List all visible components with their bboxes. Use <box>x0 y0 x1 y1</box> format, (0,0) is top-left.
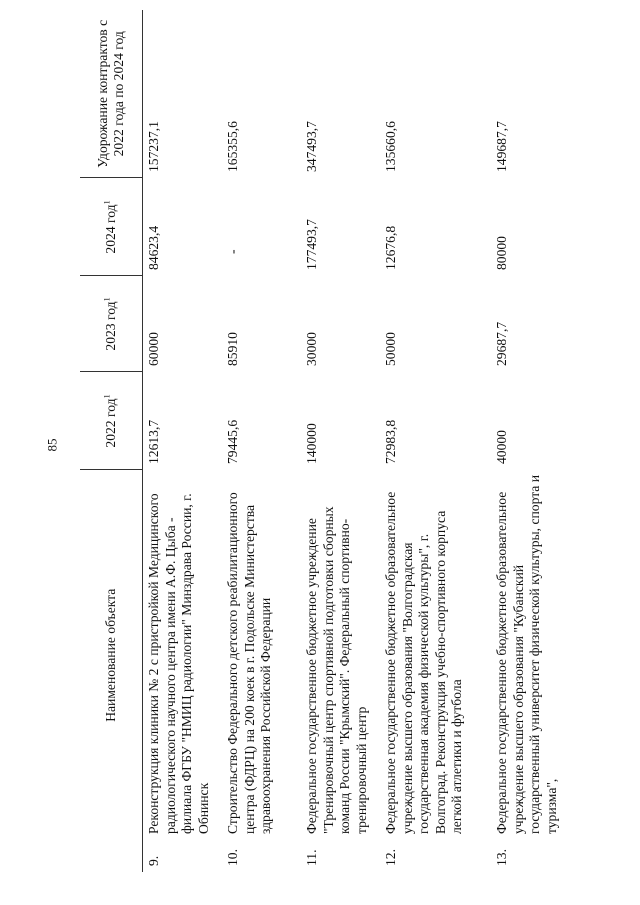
value-2023: 60000 <box>146 332 161 366</box>
value-2023: 50000 <box>383 332 398 366</box>
table-header-row <box>80 10 143 872</box>
value-2024: - <box>225 249 240 254</box>
value-2022: 40000 <box>494 430 509 464</box>
value-2023: 29687,7 <box>494 321 509 366</box>
value-2023: 85910 <box>225 332 240 366</box>
row-number: 9. <box>146 855 161 866</box>
rotated-table-container <box>80 10 640 872</box>
row-number: 10. <box>225 849 240 866</box>
value-2024: 12676,8 <box>383 225 398 270</box>
value-2022: 12613,7 <box>146 419 161 464</box>
value-increase: 165355,6 <box>225 121 240 172</box>
header-2024: 2024 год$^1$ <box>80 178 143 276</box>
value-increase: 149687,7 <box>494 121 509 172</box>
table-row <box>301 10 380 872</box>
table-row <box>222 10 301 872</box>
page-number: 85 <box>44 438 59 452</box>
value-2024: 80000 <box>494 236 509 270</box>
header-cost-increase: Удорожание контрактов с 2022 года по 2024 год <box>80 10 143 178</box>
row-number: 12. <box>383 849 398 866</box>
object-name: Федеральное государственное бюджетное образовательное учреждение высшего образования "Волгоградская государственная академия физической культуры", г. Волгоград. Реконструкция учебно-спортивного корпуса легкой атлетики и футбола <box>383 491 464 834</box>
row-number: 11. <box>304 849 319 866</box>
value-increase: 135660,6 <box>383 121 398 172</box>
value-2024: 84623,4 <box>146 225 161 270</box>
value-2022: 72983,8 <box>383 419 398 464</box>
table-row <box>491 10 588 872</box>
header-name: Наименование объекта <box>80 470 143 840</box>
value-2023: 30000 <box>304 332 319 366</box>
value-2022: 79445,6 <box>225 419 240 464</box>
row-number: 13. <box>494 849 509 866</box>
table-row <box>380 10 491 872</box>
objects-cost-table <box>80 10 588 872</box>
table-row <box>143 10 223 872</box>
header-2022: 2022 год$^1$ <box>80 372 143 470</box>
value-2022: 140000 <box>304 423 319 464</box>
value-2024: 177493,7 <box>304 219 319 270</box>
object-name: Реконструкция клиники № 2 с пристройкой Медицинского радиологического научного центра имени А.Ф. Цыба - филиала ФГБУ "НМИЦ радиологии" Минздрава России, г. Обнинск <box>146 493 211 834</box>
object-name: Строительство Федерального детского реабилитационного центра (ФДРЦ) на 200 коек в г. Подольске Министерства здравоохранения Российской Федерации <box>225 492 273 834</box>
header-2023: 2023 год$^1$ <box>80 276 143 372</box>
value-increase: 157237,1 <box>146 121 161 172</box>
value-increase: 347493,7 <box>304 121 319 172</box>
object-name: Федеральное государственное бюджетное образовательное учреждение высшего образования "Кубанский государственный университет физической культуры, спорта и туризма", <box>494 474 559 834</box>
header-number <box>80 840 143 872</box>
object-name: Федеральное государственное бюджетное учреждение "Тренировочный центр спортивной подготовки сборных команд России "Крымский". Федеральный спортивно-тренировочный центр <box>304 506 369 834</box>
